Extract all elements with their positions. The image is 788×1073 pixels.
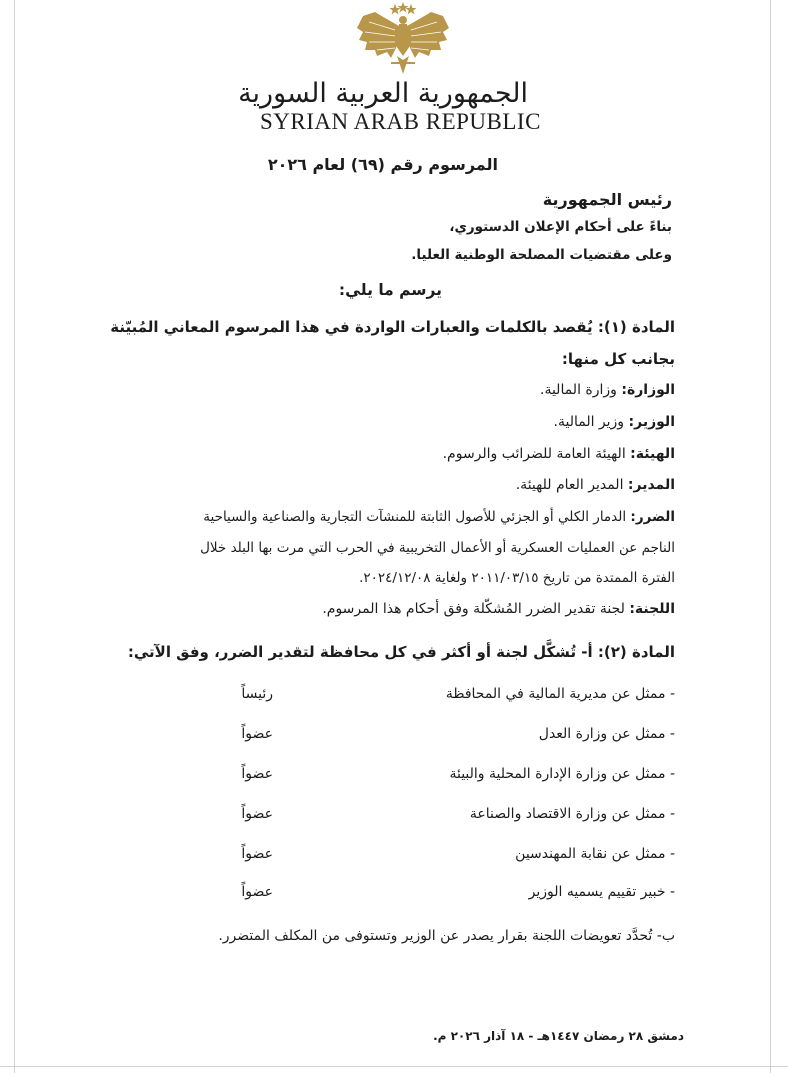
article2-heading: المادة (٢): أ- تُشكَّل لجنة أو أكثر في كل محافظة لتقدير الضرر، وفق الآتي: <box>127 643 675 661</box>
committee-member-role: عضواً <box>241 806 273 822</box>
committee-member-name: - ممثل عن نقابة المهندسين <box>515 846 675 862</box>
definition-text: الدمار الكلي أو الجزئي للأصول الثابتة للمنشآت التجارية والصناعية والسياحية <box>203 509 631 525</box>
decree-title: المرسوم رقم (٦٩) لعام ٢٠٢٦ <box>267 155 498 174</box>
definition-item <box>540 382 675 398</box>
definition-item <box>516 477 675 493</box>
page-edge-bottom <box>0 1066 788 1067</box>
eagle-emblem-icon <box>355 2 451 76</box>
definition-term: اللجنة: <box>629 601 675 617</box>
definition-text: الهيئة العامة للضرائب والرسوم. <box>442 446 631 462</box>
committee-member-role: عضواً <box>241 884 273 900</box>
issuer: رئيس الجمهورية <box>542 190 672 209</box>
header-title-arabic: الجمهورية العربية السورية <box>238 78 528 109</box>
definition-term: الوزير: <box>628 414 675 430</box>
decrees-line: يرسم ما يلي: <box>338 281 442 299</box>
definition-term: المدير: <box>627 477 675 493</box>
committee-member-name: - خبير تقييم يسميه الوزير <box>528 884 675 900</box>
definition-item <box>554 414 675 430</box>
article1-heading: المادة (١): يُقصد بالكلمات والعبارات الواردة في هذا المرسوم المعاني المُبيّنة <box>110 318 675 336</box>
article1-heading: بجانب كل منها: <box>561 350 675 368</box>
committee-definition <box>322 601 675 617</box>
damage-definition-line: الناجم عن العمليات العسكرية أو الأعمال التخريبية في الحرب التي مرت بها البلد خلال <box>200 540 675 556</box>
committee-member-name: - ممثل عن مديرية المالية في المحافظة <box>445 686 675 702</box>
definition-term: الهيئة: <box>630 446 675 462</box>
committee-member-role: رئيساً <box>241 686 273 702</box>
committee-member-role: عضواً <box>241 766 273 782</box>
page-edge-left <box>14 0 15 1073</box>
committee-member-name: - ممثل عن وزارة الاقتصاد والصناعة <box>469 806 675 822</box>
damage-definition <box>203 509 675 525</box>
header-title-english: SYRIAN ARAB REPUBLIC <box>260 109 541 134</box>
committee-member-name: - ممثل عن وزارة الإدارة المحلية والبيئة <box>449 766 675 782</box>
committee-member-role: عضواً <box>241 846 273 862</box>
committee-member-role: عضواً <box>241 726 273 742</box>
preamble-line: بناءً على أحكام الإعلان الدستوري، <box>449 219 672 235</box>
definition-text: لجنة تقدير الضرر المُشكّلة وفق أحكام هذا المرسوم. <box>322 601 630 617</box>
definition-term: الضرر: <box>630 509 675 525</box>
damage-definition-line: الفترة الممتدة من تاريخ ٢٠١١/٠٣/١٥ ولغاية ٢٠٢٤/١٢/٠٨. <box>359 570 675 586</box>
definition-text: وزير المالية. <box>553 414 629 430</box>
preamble-line: وعلى مقتضيات المصلحة الوطنية العليا. <box>411 247 672 263</box>
committee-member-name: - ممثل عن وزارة العدل <box>538 726 675 742</box>
article2-clause-b: ب- تُحدَّد تعويضات اللجنة بقرار يصدر عن الوزير وتستوفى من المكلف المتضرر. <box>218 928 675 944</box>
page-edge-right <box>770 0 771 1073</box>
definition-term: الوزارة: <box>621 382 675 398</box>
definition-text: وزارة المالية. <box>540 382 622 398</box>
definition-item <box>443 446 675 462</box>
definition-text: المدير العام للهيئة. <box>515 477 628 493</box>
footer-date: دمشق ٢٨ رمضان ١٤٤٧هـ - ١٨ آذار ٢٠٢٦ م. <box>433 1029 684 1043</box>
